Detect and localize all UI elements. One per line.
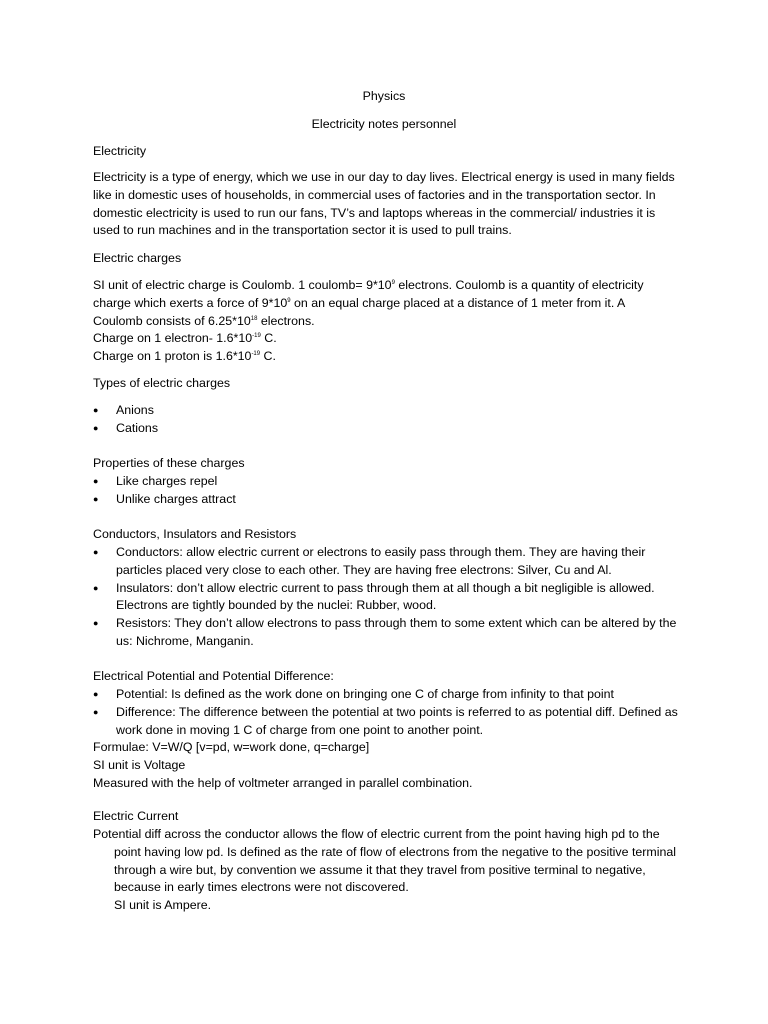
doc-subtitle: Electricity notes personnel: [311, 117, 457, 131]
heading-conductors: Conductors, Insulators and Resistors: [93, 527, 297, 541]
charge-line: Charge on 1 proton is $1.6*10^{-19}$ C.: [93, 349, 276, 364]
current-body: Potential diff across the conductor allows the flow of electric current from the point having high pd to the point having low pd. Is defined as the rate of flow of electrons from the negative to the positive terminal through a wire but, by convention we assume it that they travel from positive terminal to negative, because in early times electrons were not discovered.: [93, 827, 677, 895]
list-item: ● Conductors: allow electric current or electrons to easily pass through them. They are having their particles placed very close to each other. They are having free electrons: Silver, Cu and Al.: [93, 544, 683, 580]
measure-text: Measured with the help of voltmeter arranged in parallel combination.: [93, 775, 473, 790]
list-potential: [93, 686, 683, 739]
list-item: ● Potential: Is defined as the work done on bringing one C of charge from infinity to that point: [93, 686, 683, 704]
list-item: ● Resistors: They don’t allow electrons to pass through them to some extent which can be altered by the us: Nichrome, Manganin.: [93, 615, 683, 651]
paragraph-electric-current: [93, 826, 683, 915]
charge-line: Charge on 1 electron- $1.6*10^{-19}$ C.: [93, 331, 277, 346]
heading-types-of-charges: Types of electric charges: [93, 376, 231, 390]
paragraph-electricity: Electricity is a type of energy, which we use in our day to day lives. Electrical energy is used in many fields like in domestic uses of households, in commercial uses of factories and in the transportation sector. In domestic electricity is used to run our fans, TV’s and laptops whereas in the commercial/ industries it is used to run machines and in the transportation sector it is used to pull trains.: [93, 170, 675, 238]
si-unit-voltage: SI unit is Voltage: [93, 757, 186, 772]
list-conductors: [93, 544, 683, 651]
list-item: ● Insulators: don’t allow electric current to pass through them at all though a bit negligible is allowed. Electrons are tightly bounded by the nuclei: Rubber, wood.: [93, 580, 683, 616]
heading-electric-charges: Electric charges: [93, 251, 182, 265]
charge-line: SI unit of electric charge is Coulomb. 1 coulomb= $9*10^9$ electrons. Coulomb is a quantity of electricity: [93, 278, 644, 292]
potential-notes: [93, 739, 683, 792]
si-unit-ampere: SI unit is Ampere.: [114, 898, 212, 913]
charge-line: charge which exerts a force of $9*10^9$ on an equal charge placed at a distance of 1 meter from it. A: [93, 295, 626, 310]
formula-text: Formulae: V=W/Q [v=pd, w=work done, q=charge]: [93, 740, 370, 754]
list-item: ● Cations: [93, 420, 683, 438]
list-item: ● Like charges repel: [93, 473, 683, 491]
charge-line: Coulomb consists of $6.25*10^{18}$ electrons.: [93, 313, 315, 328]
paragraph-electric-charges: [93, 277, 683, 366]
heading-properties: Properties of these charges: [93, 456, 245, 470]
list-item: ● Unlike charges attract: [93, 491, 683, 509]
heading-electricity: Electricity: [93, 144, 147, 158]
list-types-of-charges: [93, 402, 683, 438]
doc-title: Physics: [362, 89, 406, 103]
heading-potential: Electrical Potential and Potential Difference:: [93, 669, 334, 683]
list-properties: [93, 473, 683, 509]
list-item: ● Difference: The difference between the potential at two points is referred to as potential diff. Defined as work done in moving 1 C of charge from one point to another point.: [93, 704, 683, 740]
heading-electric-current: Electric Current: [93, 809, 179, 823]
list-item: ● Anions: [93, 402, 683, 420]
